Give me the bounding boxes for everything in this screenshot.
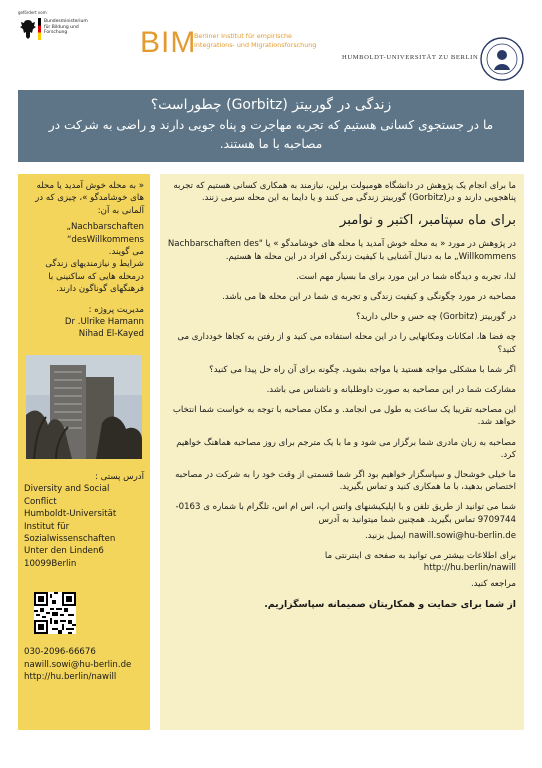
address-line: Institut für (24, 521, 70, 532)
email-line[interactable]: nawill.sowi@hu-berlin.de ایمیل بزنید. (364, 530, 516, 541)
address-line: Humboldt-Universität (24, 509, 117, 520)
main-content (160, 174, 524, 730)
title-banner (18, 90, 524, 162)
management-label: مدیریت پروژه : (88, 304, 144, 315)
question: چه فضا ها، امکانات ومکانهایی را در این محله استفاده می کنید و از رفتن به کجاها خودداری می کنید؟ (177, 332, 516, 355)
bmbf-logo (16, 10, 86, 66)
page-title: زندگی در گوربیتز (Gorbitz) چطوراست؟ (150, 97, 392, 113)
german-flag-stripe (38, 18, 41, 40)
period-heading: برای ماه سپتامبر، اکتبر و نوامبر (339, 213, 516, 229)
sidebar-german-term-1: „Nachbarschaften (66, 222, 144, 233)
sidebar-intro: « به محله خوش آمدید یا محله های خوشامدگو »، چیزی که در آلمانی به آن: (35, 181, 144, 216)
hu-wordmark: HUMBOLDT-UNIVERSITÄT ZU BERLIN (342, 54, 479, 61)
address-line: Conflict (24, 496, 57, 507)
bim-logo (140, 26, 340, 66)
paragraph: در پژوهش در مورد « به محله خوش آمدید یا محله های خوشامدگو » یا "Nachbarschaften des Willkommens„ ما به دنبال آشنایی با کیفیت زندگی افراد در این محله ها هستیم. (167, 239, 516, 262)
email-link[interactable]: nawill.sowi@hu-berlin.de (24, 659, 132, 670)
address-line: Unter den Linden6 (24, 546, 104, 557)
website-paragraph: برای اطلاعات بیشتر می توانید به صفحه ی اینترنتی ما (324, 551, 516, 562)
address-line: 10099Berlin (24, 558, 77, 569)
building-photo (26, 355, 142, 459)
website-link[interactable]: http://hu.berlin/nawill (24, 671, 117, 682)
bim-subtitle-line2: Integrations- und Migrationsforschung (194, 41, 317, 49)
university-seal-icon (479, 36, 525, 82)
ministry-name: Bundesministerium für Bildung und Forschung (44, 19, 88, 35)
contact-block (24, 646, 144, 683)
eagle-icon (20, 18, 36, 40)
paragraph: این مصاحبه تقریبا یک ساعت به طول می انجامد. و مکان مصاحبه با توجه به خواست شما انتخاب خواهد شد. (172, 405, 516, 428)
sidebar (18, 174, 150, 730)
manager-name: Nihad El-Kayed (78, 329, 144, 340)
thanks-line: از شما برای حمایت و همکاریتان صمیمانه سپاسگزاریم. (264, 598, 516, 610)
address-label: آدرس پستی : (94, 471, 144, 482)
manager-name: Dr .Ulrike Hamann (64, 317, 144, 328)
question: در گوربیتز (Gorbitz) چه حس و حالی دارید؟ (356, 312, 516, 323)
address-line: Diversity and Social (24, 484, 110, 495)
bim-subtitle-line1: Berliner Institut für empirische (194, 32, 292, 40)
paragraph: لذا، تجربه و دیدگاه شما در این مورد برای ما بسیار مهم است. (296, 271, 516, 282)
question: اگر شما با مشکلی مواجه هستید یا مواجه بشوید، چگونه برای آن راه حل پیدا می کنید؟ (209, 364, 516, 375)
address-line: Sozialwissenschaften (24, 533, 116, 544)
funded-by-label: gefördert vom (18, 10, 47, 15)
paragraph: ما خیلی خوشحال و سپاسگزار خواهیم بود اگر شما قسمتی از وقت خود را به شرکت در مصاحبه اختصاص بدهید، با ما همکاری کنید و تماس بگیرید. (175, 470, 516, 493)
paragraph: مصاحبه به زبان مادری شما برگزار می شود و ما با یک مترجم برای روز مصاحبه هماهنگ خواهیم کرد. (176, 437, 516, 460)
qr-code-icon[interactable] (34, 592, 76, 634)
postal-address (24, 483, 144, 570)
bim-wordmark: BIM (140, 26, 197, 59)
sidebar-topic: شرایط و نیازمندیهای زندگی درمحله هایی که ساکنینی با فرهنگهای گوناگون دارند. (45, 259, 144, 295)
phone-number: 030-2096-66676 (24, 647, 96, 658)
website-url[interactable]: http://hu.berlin/nawill (423, 563, 516, 574)
paragraph: مصاحبه در مورد چگونگی و کیفیت زندگی و تجربه ی شما در این محله ها می باشد. (222, 292, 516, 303)
paragraph: مراجعه کنید. (470, 579, 516, 590)
bim-subtitle (194, 32, 344, 50)
intro-paragraph: ما برای انجام یک پژوهش در دانشگاه هومبولت برلین، نیازمند به همکاری کسانی هستیم که تجربه پناهجویی دارند و در(Gorbitz) گوربیتز زندگی می کنند و یا دایما به این محله سرمی زنند. (173, 181, 516, 204)
page-subtitle: ما در جستجوی کسانی هستیم که تجربه مهاجرت و پناه جویی دارند و راضی به شرکت در مصاحبه با ما هستند. (48, 118, 494, 151)
contact-paragraph: شما می توانید از طریق تلفن و با اپلیکیشنهای واتس اپ، اس ام اس، تلگرام با شماره ی 0163-9709744 تماس بگیرید. همچنین شما میتوانید به آدرس (175, 502, 516, 525)
sidebar-intro-end: می گویند. (108, 247, 144, 258)
paragraph: مشارکت شما در این مصاحبه به صورت داوطلبانه و ناشناس می باشد. (266, 385, 516, 396)
sidebar-german-term-2: “desWillkommens (66, 234, 144, 245)
